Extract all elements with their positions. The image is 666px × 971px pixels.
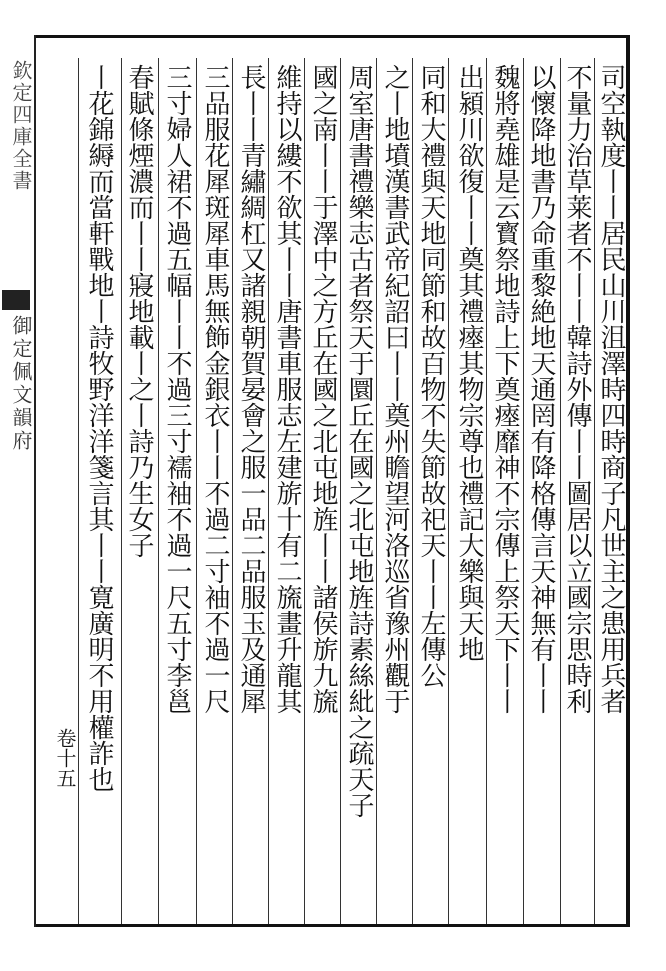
column-rule — [486, 58, 487, 924]
column-rule — [304, 58, 305, 924]
text-column-2: 不量力治草莱者不丨丨韓詩外傳丨丨圖居以立國宗思時利 — [562, 64, 592, 714]
text-column-9: 國之南丨丨于澤中之方丘在國之北屯地旌丨丨諸侯旂九旒 — [308, 64, 338, 714]
text-column-12: 三品服花犀斑犀車馬無飾金銀衣丨丨不過二寸袖不過一尺 — [200, 64, 230, 714]
text-column-5: 出潁川欲復丨丨奠其禮瘞其物宗尊也禮記大樂與天地 — [454, 64, 484, 662]
fish-tail-mark — [2, 290, 30, 310]
folio-number: 卷十五 — [53, 728, 77, 788]
column-rule — [340, 58, 341, 924]
frame-top-border — [34, 35, 630, 38]
frame-left-border — [34, 35, 36, 927]
text-column-11: 長丨丨青繡綢杠又諸親朝賀晏會之服一品二品服玉及通犀 — [236, 64, 266, 714]
text-column-7: 之丨地墳漢書武帝紀詔曰丨丨奠州瞻望河洛巡省豫州觀于 — [380, 64, 410, 714]
text-column-3: 以懷降地書乃命重黎絶地天通罔有降格傳言天神無有丨丨 — [526, 64, 556, 714]
column-rule — [268, 58, 269, 924]
column-rule — [196, 58, 197, 924]
column-rule — [78, 58, 79, 924]
side-title-bottom: 御定佩文韻府 — [9, 315, 33, 453]
text-column-4: 魏將堯雄是云寳祭地詩上下奠瘞靡神不宗傳上祭天下丨丨 — [490, 64, 520, 714]
frame-bottom-border — [34, 924, 630, 927]
text-column-6: 同和大禮與天地同節和故百物不失節故祀天丨丨左傳公 — [416, 64, 446, 688]
column-rule — [412, 58, 413, 924]
text-column-13: 三寸婦人裙不過五幅丨丨不過三寸襦袖不過一尺五寸李邕 — [162, 64, 192, 714]
text-column-10: 維持以縷不欲其丨丨唐書車服志左建旂十有二旒畫升龍其 — [272, 64, 302, 714]
column-rule — [448, 58, 449, 924]
text-column-1: 司空執度丨丨居民山川沮澤時四時商子凡世主之患用兵者 — [596, 64, 626, 714]
text-column-14: 春賦條煙濃而丨丨寢地載丨之丨詩乃生女子 — [124, 64, 154, 558]
column-rule — [376, 58, 377, 924]
text-column-15: 丨花錦縟而當軒戰地丨詩牧野洋洋箋言其丨丨寛廣明不用權詐也 — [84, 64, 114, 792]
column-rule — [158, 58, 159, 924]
side-title-top: 欽定四庫全書 — [9, 60, 33, 192]
column-rule — [232, 58, 233, 924]
text-column-8: 周室唐書禮樂志古者祭天于圜丘在國之北屯地旌詩素絲紕之疏天子 — [344, 64, 374, 818]
